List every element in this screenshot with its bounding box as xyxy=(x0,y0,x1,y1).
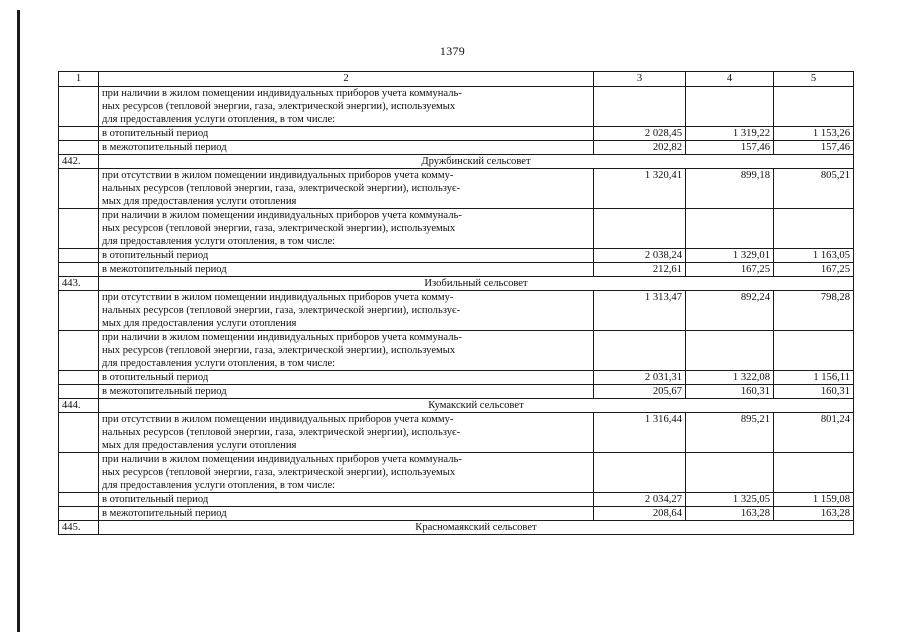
row-number xyxy=(59,385,99,399)
value-col-5: 157,46 xyxy=(774,141,854,155)
description-line: нальных ресурсов (тепловой энергии, газа, электрической энергии), использує- xyxy=(102,183,461,194)
description-line: ных ресурсов (тепловой энергии, газа, электрической энергии), используемых xyxy=(102,467,456,478)
table-row xyxy=(59,141,854,155)
value-col-3: 1 316,44 xyxy=(594,413,686,453)
value-col-4: 892,24 xyxy=(686,291,774,331)
value-col-3: 202,82 xyxy=(594,141,686,155)
value-col-3: 2 034,27 xyxy=(594,493,686,507)
row-description xyxy=(99,87,594,127)
value-col-5: 805,21 xyxy=(774,169,854,209)
value-col-5: 1 159,08 xyxy=(774,493,854,507)
description-line: при наличии в жилом помещении индивидуальных приборов учета коммуналь- xyxy=(102,332,462,343)
table-row xyxy=(59,87,854,127)
row-number xyxy=(59,493,99,507)
table-row xyxy=(59,209,854,249)
row-number xyxy=(59,209,99,249)
table-row xyxy=(59,169,854,209)
value-col-4 xyxy=(686,453,774,493)
value-col-4: 167,25 xyxy=(686,263,774,277)
row-description: в отопительный период xyxy=(99,249,594,263)
value-col-5 xyxy=(774,453,854,493)
description-line: при наличии в жилом помещении индивидуальных приборов учета коммуналь- xyxy=(102,88,462,99)
table-row xyxy=(59,249,854,263)
value-col-4 xyxy=(686,209,774,249)
row-number: 445. xyxy=(59,521,99,535)
table-row xyxy=(59,263,854,277)
value-col-3: 2 031,31 xyxy=(594,371,686,385)
row-number xyxy=(59,413,99,453)
row-number xyxy=(59,263,99,277)
description-line: при наличии в жилом помещении индивидуальных приборов учета коммуналь- xyxy=(102,454,462,465)
table-row xyxy=(59,371,854,385)
description-line: нальных ресурсов (тепловой энергии, газа, электрической энергии), использує- xyxy=(102,427,461,438)
table-row xyxy=(59,291,854,331)
row-description: в межотопительный период xyxy=(99,385,594,399)
description-line: для предоставления услуги отопления, в том числе: xyxy=(102,236,336,247)
description-line: ных ресурсов (тепловой энергии, газа, электрической энергии), используемых xyxy=(102,101,456,112)
value-col-5: 167,25 xyxy=(774,263,854,277)
description-line: мых для предоставления услуги отопления xyxy=(102,440,297,451)
value-col-5 xyxy=(774,87,854,127)
section-title: Красномаякский сельсовет xyxy=(99,521,854,535)
value-col-4: 1 325,05 xyxy=(686,493,774,507)
section-title: Изобильный сельсовет xyxy=(99,277,854,291)
value-col-5: 1 163,05 xyxy=(774,249,854,263)
value-col-5: 798,28 xyxy=(774,291,854,331)
value-col-3: 2 038,24 xyxy=(594,249,686,263)
row-description: в отопительный период xyxy=(99,127,594,141)
value-col-4: 1 329,01 xyxy=(686,249,774,263)
value-col-5: 163,28 xyxy=(774,507,854,521)
table-row xyxy=(59,507,854,521)
row-number xyxy=(59,87,99,127)
page-margin-rule xyxy=(17,10,20,632)
value-col-5: 160,31 xyxy=(774,385,854,399)
tariff-table-body xyxy=(59,72,854,535)
value-col-3 xyxy=(594,453,686,493)
value-col-3 xyxy=(594,87,686,127)
description-line: для предоставления услуги отопления, в том числе: xyxy=(102,480,336,491)
table-row xyxy=(59,127,854,141)
value-col-3: 212,61 xyxy=(594,263,686,277)
description-line: при отсутствии в жилом помещении индивидуальных приборов учета комму- xyxy=(102,414,454,425)
row-description: в отопительный период xyxy=(99,493,594,507)
section-row xyxy=(59,399,854,413)
value-col-5: 801,24 xyxy=(774,413,854,453)
value-col-3: 1 320,41 xyxy=(594,169,686,209)
row-number xyxy=(59,453,99,493)
section-title: Дружбинский сельсовет xyxy=(99,155,854,169)
row-description xyxy=(99,331,594,371)
description-line: ных ресурсов (тепловой энергии, газа, электрической энергии), используемых xyxy=(102,345,456,356)
value-col-4: 160,31 xyxy=(686,385,774,399)
row-description: в отопительный период xyxy=(99,371,594,385)
value-col-4: 163,28 xyxy=(686,507,774,521)
header-col-2: 2 xyxy=(99,72,594,87)
value-col-3: 205,67 xyxy=(594,385,686,399)
row-description: в межотопительный период xyxy=(99,263,594,277)
row-number xyxy=(59,141,99,155)
value-col-3: 2 028,45 xyxy=(594,127,686,141)
row-description: в межотопительный период xyxy=(99,141,594,155)
value-col-3: 1 313,47 xyxy=(594,291,686,331)
value-col-4: 1 322,08 xyxy=(686,371,774,385)
header-col-4: 4 xyxy=(686,72,774,87)
value-col-5 xyxy=(774,209,854,249)
table-row xyxy=(59,385,854,399)
section-row xyxy=(59,521,854,535)
header-col-1: 1 xyxy=(59,72,99,87)
description-line: при отсутствии в жилом помещении индивидуальных приборов учета комму- xyxy=(102,170,454,181)
tariff-table xyxy=(58,71,854,535)
row-number: 443. xyxy=(59,277,99,291)
value-col-4: 899,18 xyxy=(686,169,774,209)
table-header-row xyxy=(59,72,854,87)
description-line: мых для предоставления услуги отопления xyxy=(102,318,297,329)
description-line: при отсутствии в жилом помещении индивидуальных приборов учета комму- xyxy=(102,292,454,303)
section-row xyxy=(59,277,854,291)
value-col-5: 1 153,26 xyxy=(774,127,854,141)
row-number: 444. xyxy=(59,399,99,413)
row-number xyxy=(59,249,99,263)
row-number: 442. xyxy=(59,155,99,169)
section-title: Кумакский сельсовет xyxy=(99,399,854,413)
value-col-3: 208,64 xyxy=(594,507,686,521)
table-row xyxy=(59,453,854,493)
value-col-4: 157,46 xyxy=(686,141,774,155)
value-col-4: 895,21 xyxy=(686,413,774,453)
value-col-4 xyxy=(686,331,774,371)
value-col-3 xyxy=(594,331,686,371)
row-description xyxy=(99,453,594,493)
description-line: для предоставления услуги отопления, в том числе: xyxy=(102,358,336,369)
row-description: в межотопительный период xyxy=(99,507,594,521)
row-number xyxy=(59,127,99,141)
description-line: ных ресурсов (тепловой энергии, газа, электрической энергии), используемых xyxy=(102,223,456,234)
table-row xyxy=(59,331,854,371)
value-col-5: 1 156,11 xyxy=(774,371,854,385)
page-number: 1379 xyxy=(439,44,466,58)
table-row xyxy=(59,493,854,507)
row-description xyxy=(99,209,594,249)
row-number xyxy=(59,507,99,521)
row-description xyxy=(99,291,594,331)
description-line: нальных ресурсов (тепловой энергии, газа, электрической энергии), использує- xyxy=(102,305,461,316)
row-number xyxy=(59,291,99,331)
section-row xyxy=(59,155,854,169)
header-col-3: 3 xyxy=(594,72,686,87)
value-col-5 xyxy=(774,331,854,371)
row-number xyxy=(59,331,99,371)
row-description xyxy=(99,413,594,453)
row-number xyxy=(59,169,99,209)
table-row xyxy=(59,413,854,453)
value-col-4: 1 319,22 xyxy=(686,127,774,141)
row-number xyxy=(59,371,99,385)
value-col-4 xyxy=(686,87,774,127)
value-col-3 xyxy=(594,209,686,249)
row-description xyxy=(99,169,594,209)
header-col-5: 5 xyxy=(774,72,854,87)
description-line: для предоставления услуги отопления, в том числе: xyxy=(102,114,336,125)
description-line: мых для предоставления услуги отопления xyxy=(102,196,297,207)
description-line: при наличии в жилом помещении индивидуальных приборов учета коммуналь- xyxy=(102,210,462,221)
